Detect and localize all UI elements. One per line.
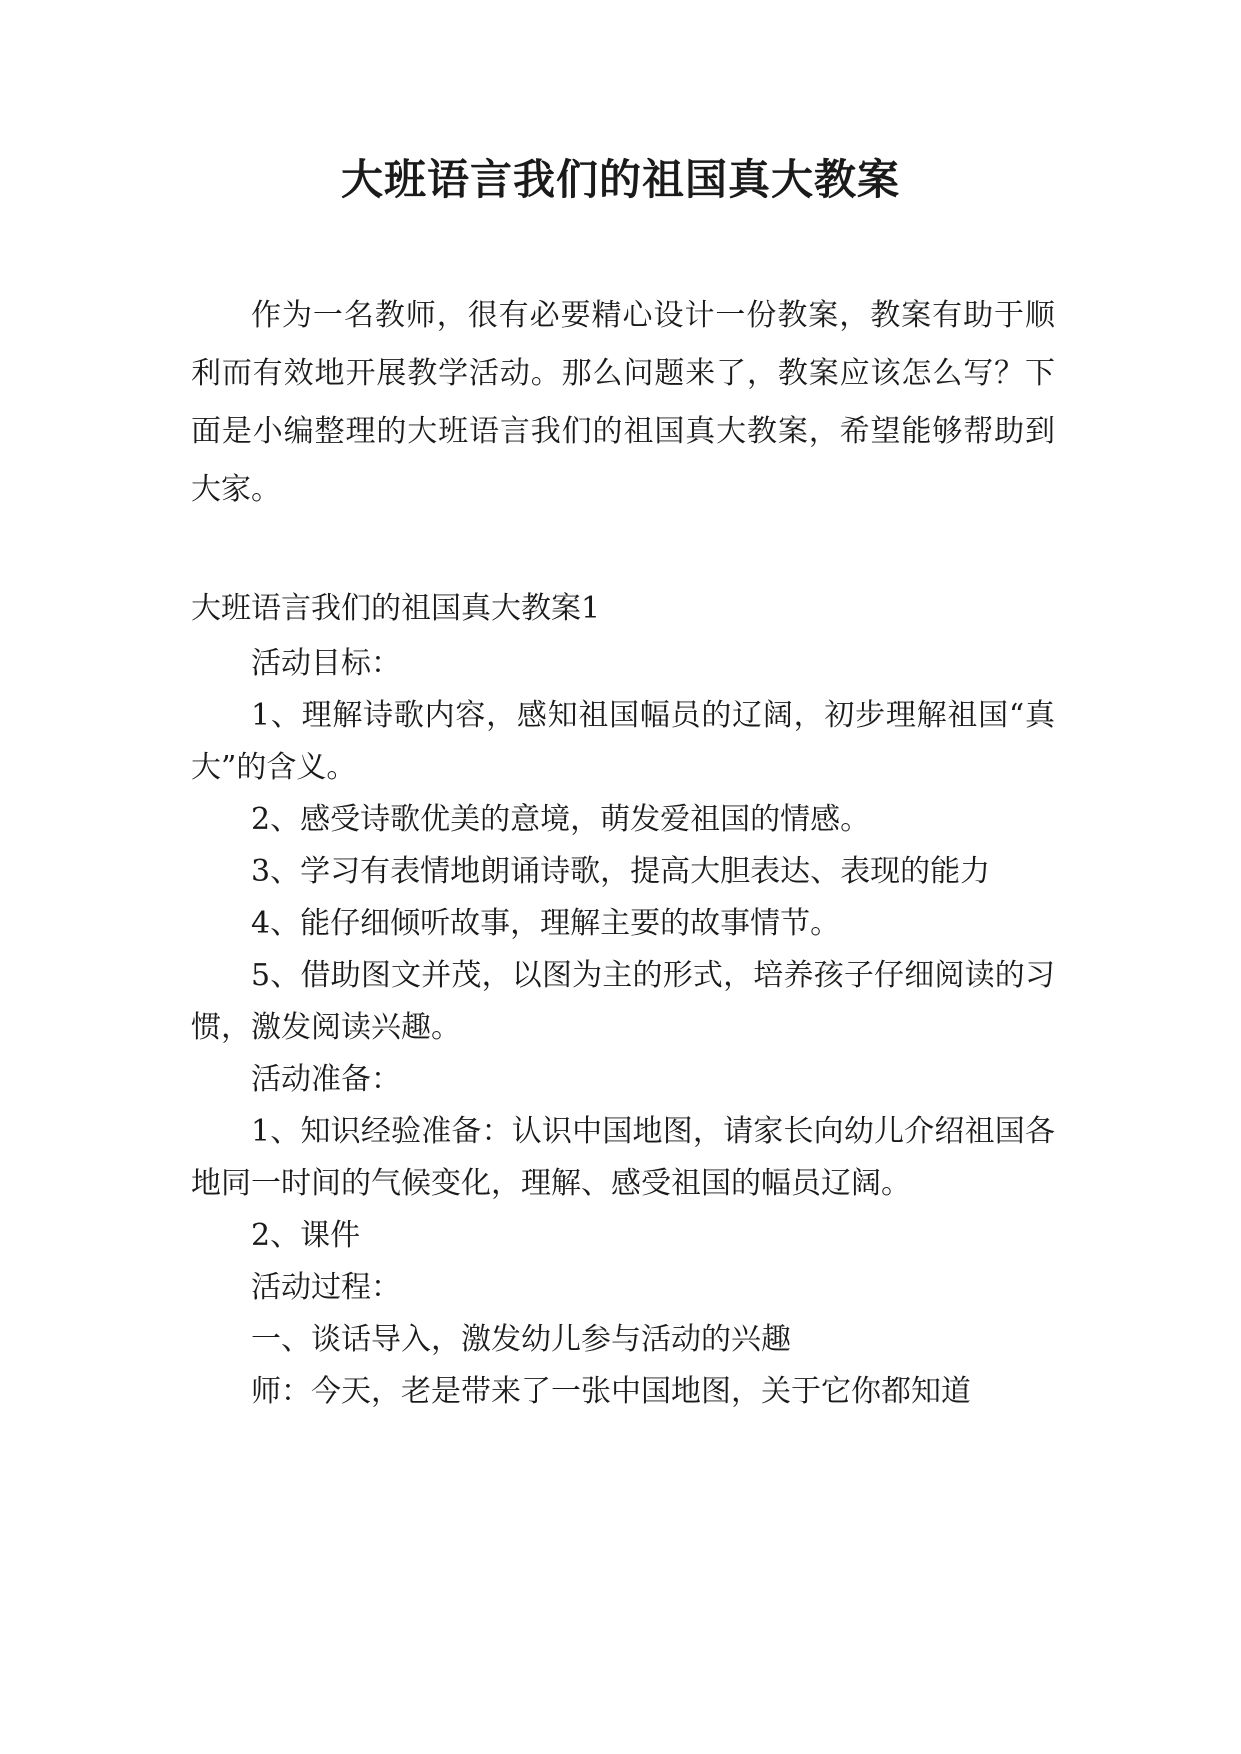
document-body bbox=[191, 287, 1055, 1418]
heading-activity-preparation: 活动准备： bbox=[251, 1062, 401, 1097]
heading-activity-process: 活动过程： bbox=[251, 1270, 401, 1305]
teacher-dialogue: 师：今天，老是带来了一张中国地图，关于它你都知道 bbox=[251, 1374, 971, 1409]
goal-item-5: 5、借助图文并茂，以图为主的形式，培养孩子仔细阅读的习惯，激发阅读兴趣。 bbox=[191, 958, 1055, 1045]
heading-activity-goals: 活动目标： bbox=[251, 646, 401, 681]
goal-item-1: 1、理解诗歌内容，感知祖国幅员的辽阔，初步理解祖国“真大”的含义。 bbox=[191, 698, 1055, 785]
intro-paragraph: 作为一名教师，很有必要精心设计一份教案，教案有助于顺利而有效地开展教学活动。那么问题来了，教案应该怎么写？下面是小编整理的大班语言我们的祖国真大教案，希望能够帮助到大家。 bbox=[191, 298, 1055, 507]
document-title: 大班语言我们的祖国真大教案 bbox=[340, 155, 900, 204]
preparation-item-1: 1、知识经验准备：认识中国地图，请家长向幼儿介绍祖国各地同一时间的气候变化，理解、感受祖国的幅员辽阔。 bbox=[191, 1114, 1055, 1201]
preparation-item-2: 2、课件 bbox=[251, 1218, 361, 1253]
section-heading: 大班语言我们的祖国真大教案1 bbox=[191, 591, 601, 626]
goal-item-2: 2、感受诗歌优美的意境，萌发爱祖国的情感。 bbox=[251, 802, 871, 837]
process-step-1: 一、谈话导入，激发幼儿参与活动的兴趣 bbox=[251, 1322, 791, 1357]
goal-item-4: 4、能仔细倾听故事，理解主要的故事情节。 bbox=[251, 906, 841, 941]
goal-item-3: 3、学习有表情地朗诵诗歌，提高大胆表达、表现的能力 bbox=[251, 854, 991, 889]
